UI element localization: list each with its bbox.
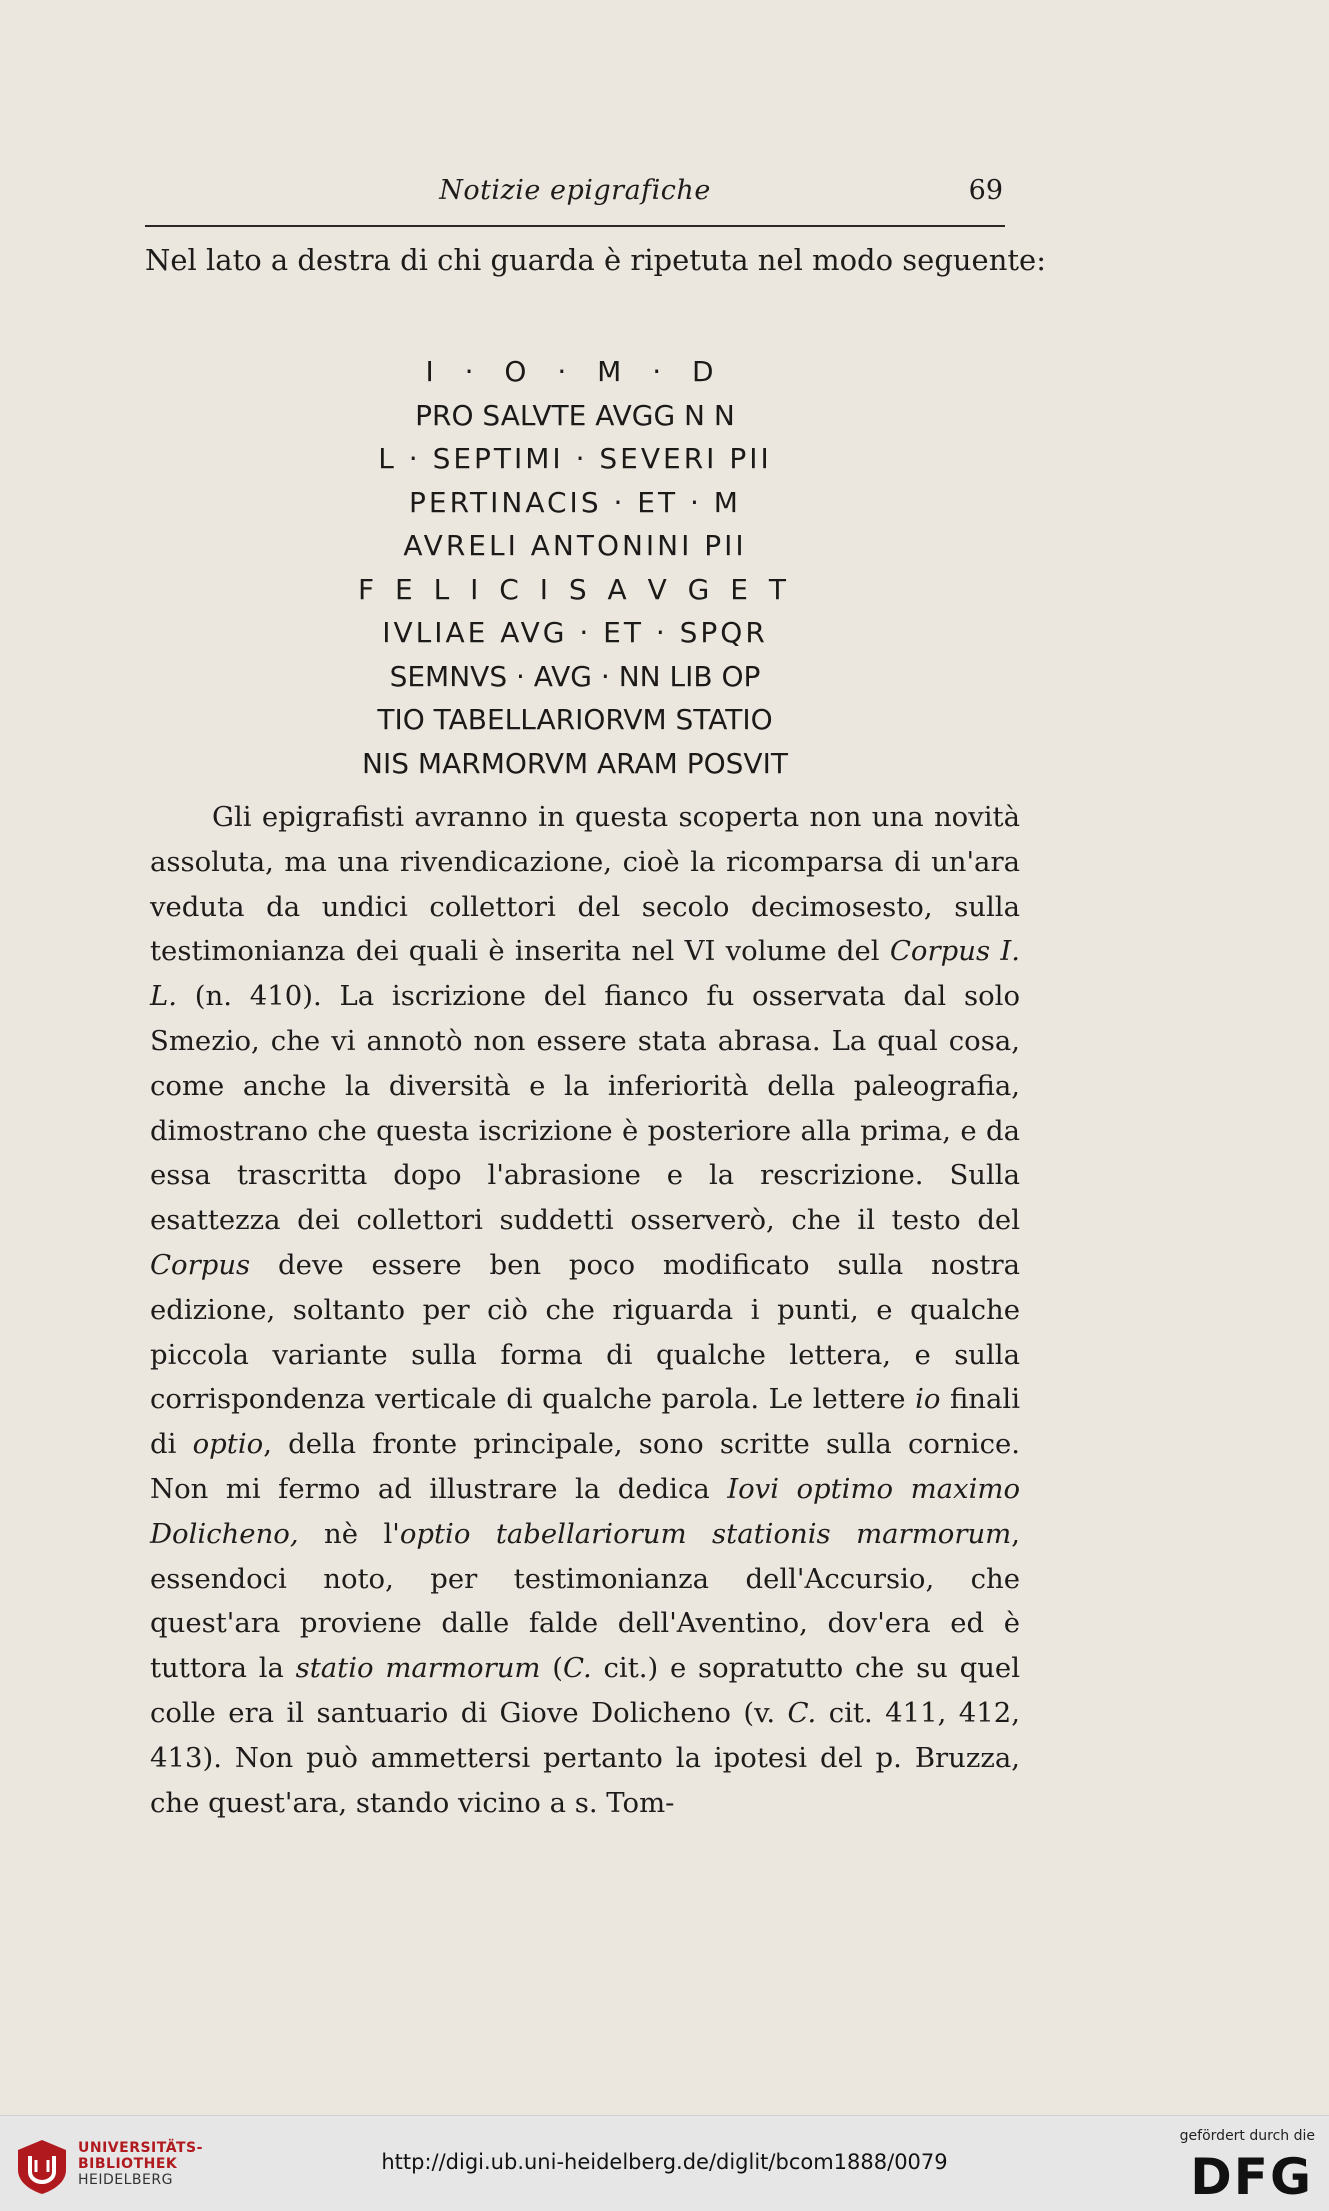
viewer-footer: [0, 2115, 1329, 2211]
inscription-line-3: L · SEPTIMI · SEVERI PII: [378, 442, 772, 475]
library-name-line-3: HEIDELBERG: [78, 2172, 173, 2188]
italic-citation: C.: [562, 1652, 592, 1685]
inscription: [145, 350, 1005, 785]
library-name-line-2: BIBLIOTHEK: [78, 2156, 178, 2172]
intro-line: Nel lato a destra di chi guarda è ripetuta nel modo seguente:: [145, 243, 1046, 277]
text-run: , della fronte principale, sono scritte sulla cornice. Non mi fermo ad illustrare la dedica: [150, 1428, 1020, 1505]
paragraph: [150, 795, 1020, 1825]
italic-citation: C.: [787, 1696, 817, 1729]
inscription-line-5: AVRELI ANTONINI PII: [403, 529, 747, 562]
library-name-line-1: UNIVERSITÄTS-: [78, 2140, 203, 2156]
text-run: (: [540, 1652, 563, 1685]
italic-term: statio marmorum: [295, 1652, 541, 1685]
header-rule: [145, 225, 1005, 227]
text-run: cit. 411, 412, 413). Non può ammettersi pertanto la ipotesi del p. Bruzza, che quest'ara, stando vicino a s. Tom-: [150, 1696, 1020, 1819]
text-run: Gli epigrafisti avranno in questa scoperta non una novità assoluta, ma una rivendicazione, cioè la ricomparsa di un'ara veduta da undici collettori del secolo decimosesto, sulla testimonianza dei quali è inserita nel VI volume del: [150, 801, 1020, 968]
page-number: 69: [968, 175, 1003, 206]
body-text: [150, 795, 1020, 1825]
inscription-line-8: SEMNVS · AVG · NN LIB OP: [389, 659, 761, 693]
italic-term: optio: [192, 1428, 264, 1461]
italic-term: optio tabellariorum stationis marmorum: [399, 1517, 1012, 1550]
text-run: (n. 410). La iscrizione del fianco fu osservata dal solo Smezio, che vi annotò non essere stata abrasa. La qual cosa, come anche la diversità e la inferiorità della paleografia, dimostrano che questa iscrizione è posteriore alla prima, e da essa trascritta dopo l'abrasione e la rescrizione. Sulla esattezza dei collettori suddetti osserverò, che il testo del: [150, 980, 1020, 1237]
inscription-line-6: F E L I C I S A V G E T: [358, 572, 792, 606]
inscription-line-10: NIS MARMORVM ARAM POSVIT: [362, 746, 788, 780]
italic-citation: Corpus I. L.: [150, 935, 1020, 1013]
inscription-line-7: IVLIAE AVG · ET · SPQR: [382, 616, 768, 649]
italic-term: io: [915, 1383, 941, 1416]
permalink-url[interactable]: http://digi.ub.uni-heidelberg.de/diglit/bcom1888/0079: [381, 2150, 948, 2174]
text-run: finali di: [150, 1383, 1021, 1461]
running-head: [145, 175, 1005, 215]
text-run: nè l': [298, 1517, 400, 1550]
sponsor-label: gefördert durch die: [1179, 2128, 1315, 2144]
dfg-logo-icon[interactable]: DFG: [1190, 2148, 1313, 2206]
inscription-line-4: PERTINACIS · ET · M: [409, 485, 741, 519]
italic-citation: Corpus: [150, 1248, 251, 1281]
text-run: deve essere ben poco modificato sulla nostra edizione, soltanto per ciò che riguarda i punti, e qualche piccola variante sulla forma di qualche lettera, e sulla corrispondenza verticale di qualche parola. Le lettere: [150, 1248, 1020, 1416]
text-run: , essendoci noto, per testimonianza dell'Accursio, che quest'ara proviene dalle falde dell'Aventino, dov'era ed è tuttora la: [150, 1517, 1021, 1685]
running-title: Notizie epigrafiche: [439, 175, 711, 206]
italic-dedication: Iovi optimo maximo Dolicheno,: [150, 1472, 1020, 1550]
inscription-line-1: I · O · M · D: [425, 355, 725, 388]
text-run: cit.) e sopratutto che su quel colle era il santuario di Giove Dolicheno (v.: [150, 1652, 1021, 1729]
inscription-line-2: PRO SALVTE AVGG N N: [415, 398, 735, 432]
inscription-line-9: TIO TABELLARIORVM STATIO: [377, 703, 773, 736]
